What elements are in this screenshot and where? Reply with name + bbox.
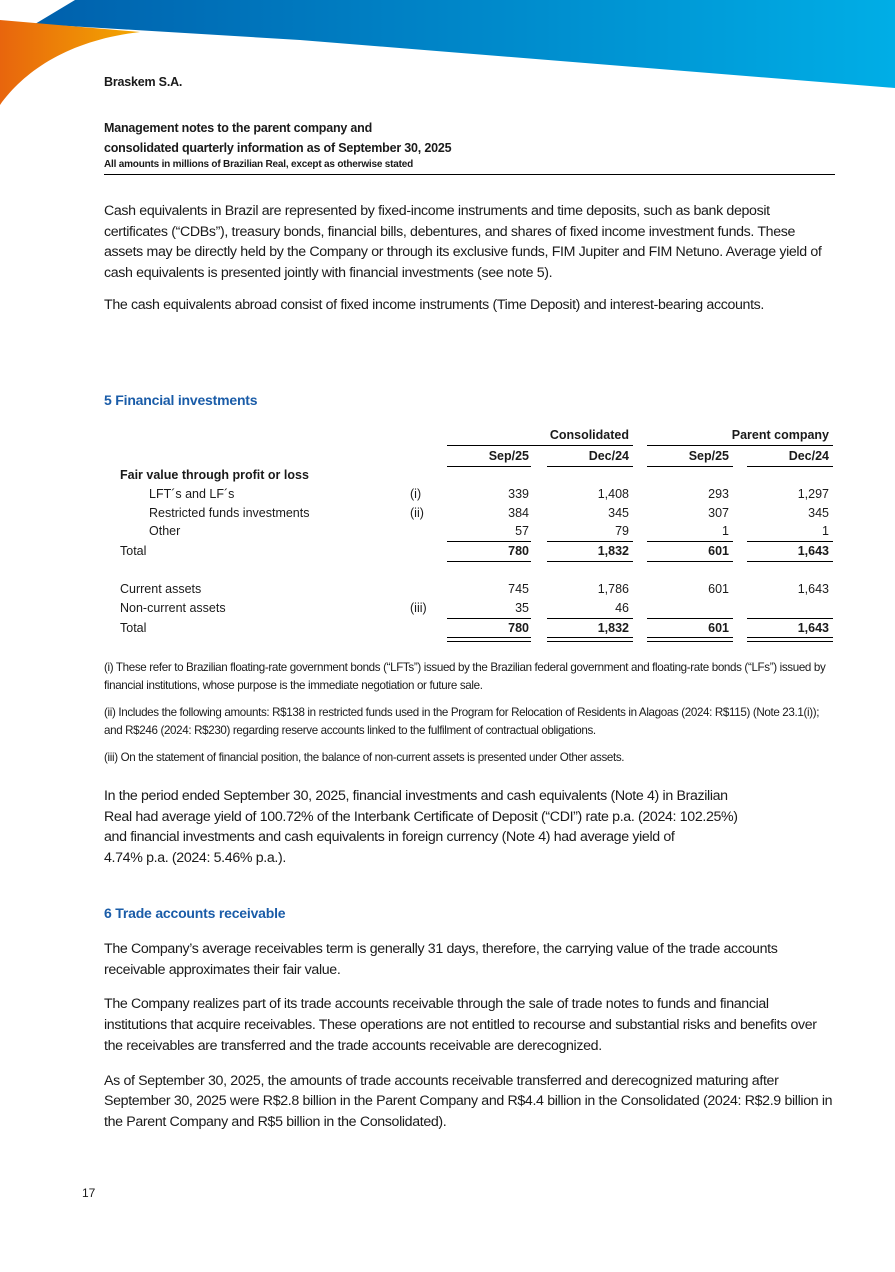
grand-total-double-rule [747,637,833,642]
footnote-i: (i) These refer to Brazilian floating-rate government bonds (“LFTs”) issued by the Brazilian federal government and floating-rate bonds (“LFs”) issued by financial institutions, whose purpose is the immediate negotiation or future sale. [104,661,826,692]
section-6-paragraph-2: The Company realizes part of its trade accounts receivable through the sale of trade notes to funds and financial institutions that acquire receivables. These operations are not entitled to recourse and substantial risks and benefits over the receivables are transferred and the trade accounts receivable are derecognized. [104,996,817,1054]
subtotal-rule [647,618,733,619]
column-header: Sep/25 [488,449,529,463]
cell-value: 1,643 [797,582,829,596]
document-header [104,118,835,175]
cell-value: 1 [822,524,829,538]
total-value: 1,832 [597,544,629,558]
cell-value: 57 [515,524,529,538]
header-rule [104,174,835,175]
cell-value: 307 [708,506,729,520]
yield-line: 4.74% p.a. (2024: 5.46% p.a.). [104,850,286,867]
intro-paragraph-2: The cash equivalents abroad consist of fixed income instruments (Time Deposit) and interest-bearing accounts. [104,296,765,313]
grand-total-double-rule [647,637,733,642]
intro-paragraph-1: Cash equivalents in Brazil are represented by fixed-income instruments and time deposits, such as bank deposit certificates (“CDBs”), treasury bonds, financial bills, debentures, and shares of fixed income investment funds. These assets may be directly held by the Company or through its exclusive funds, FIM Jupiter and FIM Netuno. Average yield of cash equivalents is presented jointly with financial investments (see note 5). [104,203,822,282]
cell-value: 345 [808,506,829,520]
column-header: Dec/24 [588,449,629,463]
subtotal-rule [447,618,531,619]
intro-text [104,201,834,317]
cell-value: 384 [508,506,529,520]
yield-line: In the period ended September 30, 2025, financial investments and cash equivalents (Note 4) in Brazilian [104,788,728,804]
header-rule [547,466,633,467]
group-header-parent: Parent company [731,428,829,442]
cell-value: 601 [708,582,729,596]
yield-line: Real had average yield of 100.72% of the Interbank Certificate of Deposit (“CDI”) rate p.a. (2024: 102.25%) [104,808,738,825]
total-rule [747,561,833,562]
subtotal-rule [747,618,833,619]
cell-value: 293 [708,487,729,501]
subtotal-rule [647,541,733,542]
subtotal-rule [547,618,633,619]
grand-total-double-rule [547,637,633,642]
subtotal-rule [447,541,531,542]
row-label: Non-current assets [120,601,226,615]
cell-value: 1,786 [597,582,629,596]
total-value: 601 [708,544,729,558]
cell-value: 35 [515,601,529,615]
cell-value: 1,408 [597,487,629,501]
row-note: (iii) [410,601,427,615]
grand-total-double-rule [447,637,531,642]
cell-value: 46 [615,601,629,615]
section-6-text [104,939,834,1133]
yield-line: and financial investments and cash equivalents in foreign currency (Note 4) had average yield of [104,829,675,846]
company-name: Braskem S.A. [104,75,183,89]
total-label: Total [120,621,147,635]
row-label: Restricted funds investments [149,506,310,520]
row-label: Current assets [120,582,202,596]
total-value: 1,643 [797,544,829,558]
row-label: LFT´s and LF´s [149,487,235,501]
section-6-paragraph-1: The Company’s average receivables term is generally 31 days, therefore, the carrying value of the trade accounts receivable approximates their fair value. [104,941,778,978]
total-value: 601 [708,621,729,635]
page-number: 17 [82,1186,96,1200]
row-note: (ii) [410,506,424,520]
table-footnotes [104,659,834,767]
report-title-line2: consolidated quarterly information as of September 30, 2025 [104,141,452,155]
header-rule [647,466,733,467]
footnote-iii: (iii) On the statement of financial position, the balance of non-current assets is presented under Other assets. [104,751,625,764]
total-label: Total [120,544,147,558]
total-value: 780 [508,621,529,635]
header-rule [447,466,531,467]
row-note: (i) [410,487,422,501]
subtotal-rule [747,541,833,542]
section-6-paragraph-3: As of September 30, 2025, the amounts of trade accounts receivable transferred and derecognized maturing after September 30, 2025 were R$2.8 billion in the Parent Company and R$4.4 billion in the Consolidated (2024: R$2.9 billion in the Parent Company and R$5 billion in the Consolidated). [104,1072,833,1130]
report-title-line1: Management notes to the parent company and [104,121,373,135]
total-value: 1,832 [597,621,629,635]
total-rule [547,561,633,562]
subtotal-rule [547,541,633,542]
total-value: 780 [508,544,529,558]
column-header: Sep/25 [688,449,729,463]
group-rule [447,445,633,446]
report-subtitle: All amounts in millions of Brazilian Real, except as otherwise stated [104,159,414,170]
cell-value: 79 [615,524,629,538]
section-5-heading: 5 Financial investments [104,392,258,408]
category-label: Fair value through profit or loss [120,468,309,482]
column-header: Dec/24 [788,449,829,463]
cell-value: 1,297 [797,487,829,501]
cell-value: 1 [722,524,729,538]
total-rule [647,561,733,562]
row-label: Other [149,524,181,538]
cell-value: 745 [508,582,529,596]
cell-value: 339 [508,487,529,501]
group-rule [647,445,833,446]
yield-paragraph [104,786,834,869]
total-rule [447,561,531,562]
footnote-ii: (ii) Includes the following amounts: R$138 in restricted funds used in the Program for Relocation of Residents in Alagoas (2024: R$115) (Note 23.1(i)); and R$246 (2024: R$230) regarding reserve accounts linked to the fulfilment of contractual obligations. [104,706,820,737]
total-value: 1,643 [797,621,829,635]
header-swoosh-graphic [0,0,895,110]
group-header-consolidated: Consolidated [549,428,629,442]
section-6-heading: 6 Trade accounts receivable [104,905,286,921]
header-rule [747,466,833,467]
cell-value: 345 [608,506,629,520]
